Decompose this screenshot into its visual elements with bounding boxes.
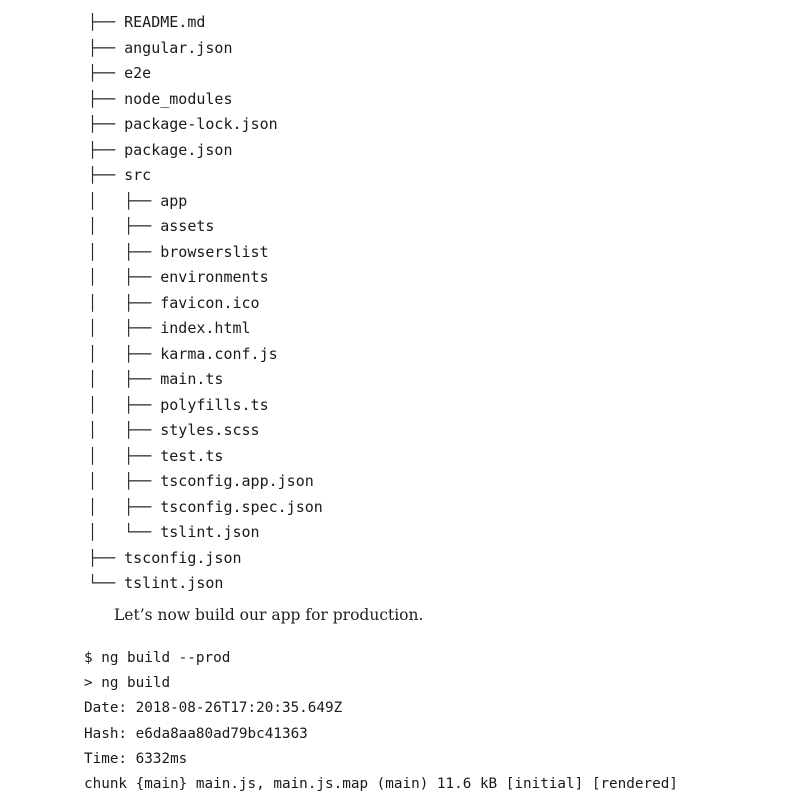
file-name: polyfills.ts (160, 395, 269, 414)
tree-item (88, 367, 323, 393)
tree-item (88, 495, 323, 521)
tree-branch: │ ├── (88, 191, 161, 210)
tree-branch: ├── (88, 89, 125, 108)
file-name: favicon.ico (160, 293, 260, 312)
output-line: > ng build (84, 675, 171, 692)
output-line: Time: 6332ms (84, 750, 188, 767)
tree-branch: ├── (88, 13, 125, 31)
file-name: index.html (160, 319, 251, 337)
file-name: package-lock.json (124, 115, 278, 133)
folder-name: e2e (124, 64, 152, 82)
file-name: tsconfig.json (124, 548, 242, 567)
output-line: chunk {main} main.js, main.js.map (main) 11.6 kB [initial] [rendered] (84, 775, 678, 792)
file-name: browserslist (160, 242, 269, 261)
file-name: tslint.json (160, 523, 260, 541)
tree-branch: │ ├── (88, 421, 161, 439)
file-name: tsconfig.app.json (160, 472, 314, 490)
tree-item (88, 36, 323, 62)
tree-item (88, 112, 323, 138)
tree-item (88, 291, 323, 317)
project-file-tree (88, 10, 323, 597)
tree-branch: │ ├── (88, 446, 161, 465)
tree-item (88, 546, 323, 572)
folder-name: environments (160, 268, 269, 286)
tree-item (88, 87, 323, 113)
tree-item (88, 316, 323, 342)
tree-branch: │ ├── (88, 395, 161, 414)
tree-item (88, 444, 323, 470)
tree-branch: ├── (88, 166, 125, 184)
terminal-output (84, 646, 678, 797)
tree-branch: │ ├── (88, 217, 161, 235)
file-name: tsconfig.spec.json (160, 497, 323, 516)
output-line: Hash: e6da8aa80ad79bc41363 (84, 725, 308, 742)
tree-branch: │ ├── (88, 497, 161, 516)
file-name: README.md (124, 13, 206, 31)
tree-branch: │ ├── (88, 293, 161, 312)
folder-name: src (124, 166, 152, 184)
tree-item (88, 163, 323, 189)
tree-item (88, 10, 323, 36)
tree-item (88, 240, 323, 266)
tree-item (88, 571, 323, 597)
file-name: test.ts (160, 446, 224, 465)
folder-name: node_modules (124, 89, 233, 108)
tree-branch: ├── (88, 38, 125, 57)
folder-name: assets (160, 217, 215, 235)
file-name: main.ts (160, 370, 224, 388)
tree-branch: └── (88, 574, 125, 592)
tree-branch: ├── (88, 140, 125, 159)
tree-item (88, 393, 323, 419)
tree-branch: │ ├── (88, 344, 161, 363)
command-line: $ ng build --prod (84, 650, 231, 666)
tree-branch: ├── (88, 548, 125, 567)
output-line: Date: 2018-08-26T17:20:35.649Z (84, 700, 343, 717)
file-name: karma.conf.js (160, 344, 278, 363)
file-name: tslint.json (124, 574, 224, 592)
tree-branch: │ ├── (88, 268, 161, 286)
folder-name: app (160, 191, 188, 210)
tree-branch: ├── (88, 64, 125, 82)
file-name: styles.scss (160, 421, 260, 439)
tree-item (88, 520, 323, 546)
tree-branch: │ └── (88, 523, 161, 541)
file-name: package.json (124, 140, 233, 159)
tree-item (88, 265, 323, 291)
tree-item (88, 61, 323, 87)
tree-item (88, 189, 323, 215)
tree-item (88, 469, 323, 495)
tree-branch: │ ├── (88, 472, 161, 490)
tree-item (88, 138, 323, 164)
tree-item (88, 214, 323, 240)
tree-item (88, 342, 323, 368)
tree-branch: │ ├── (88, 242, 161, 261)
tree-branch: │ ├── (88, 319, 161, 337)
tree-branch: │ ├── (88, 370, 161, 388)
tree-branch: ├── (88, 115, 125, 133)
file-name: angular.json (124, 38, 233, 57)
tree-item (88, 418, 323, 444)
body-paragraph: Let’s now build our app for production. (114, 606, 424, 624)
